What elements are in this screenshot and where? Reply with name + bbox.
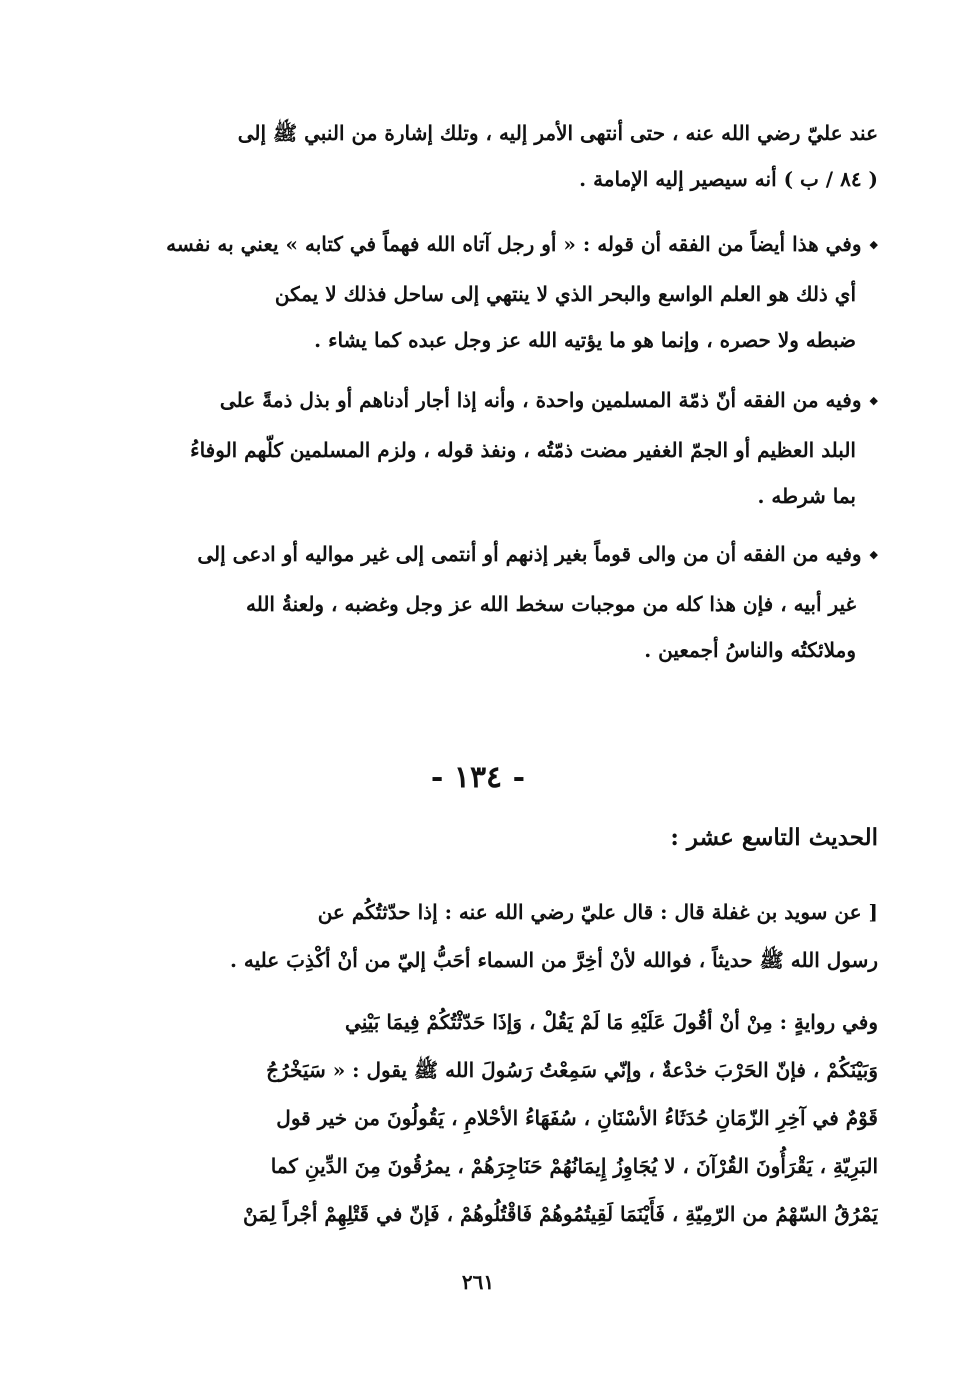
bullet-paragraph-understanding <box>138 221 878 363</box>
hadith-text <box>138 888 878 984</box>
bullet-paragraph-protection <box>138 377 878 519</box>
hadith-heading: الحديث التاسع عشر : <box>670 824 878 851</box>
text-line: قَوْمٌ في آخِرِ الزّمَانِ حُدَثَاءُ الأسْنَانِ ، سُفَهَاءُ الأحْلامِ ، يَقُولُونَ من خير قول <box>276 1106 878 1130</box>
text-line: البَرِيّةِ ، يَقْرَأُونَ القُرْآنَ ، لا يُجَاوِزُ إِيمَانُهُمْ حَنَاجِرَهُمْ ، يمرُقُونَ مِنَ الدِّينِ كما <box>270 1154 878 1178</box>
text-line: رسول الله ﷺ حديثاً ، فوالله لأنْ أخِرَّ من السماء أحَبُّ إليّ من أنْ أكْذِبَ عليه . <box>229 948 878 972</box>
text-line: ◆ وفيه من الفقه أن من والى قوماً بغير إذنهم أو أنتمى إلى غير مواليه أو ادعى إلى <box>138 531 878 581</box>
text-line: وَبَيْنَكُمْ ، فإنّ الحَرْبَ خدْعةٌ ، وإنّي سَمِعْتُ رَسُولَ الله ﷺ يقول : « سَيَخْرُجُ <box>266 1058 878 1082</box>
section-number: - ١٣٤ - <box>430 760 526 795</box>
text-line: أي ذلك هو العلم الواسع والبحر الذي لا ينتهي إلى ساحل فذلك لا يمكن <box>274 282 856 306</box>
text-line: وملائكتُه والناسُ أجمعين . <box>644 638 856 662</box>
text-line: عند عليّ رضي الله عنه ، حتى أنتهى الأمر إليه ، وتلك إشارة من النبي ﷺ إلى <box>237 121 878 145</box>
paragraph-continuation <box>138 110 878 202</box>
text-line: ◆ وفيه من الفقه أنّ ذمّة المسلمين واحدة ، وأنه إذا أجار أدناهم أو بذل ذمةً على <box>138 377 878 427</box>
text-line: يَمْرُقُ السّهْمُ من الرّمِيّةِ ، فَأَيْنَمَا لَقِيتُمُوهُمْ فَاقْتُلُوهُمْ ، فَإنّ في قَتْلِهِمْ أجْراً لِمَنْ <box>243 1202 878 1226</box>
hadith-narration <box>138 998 878 1238</box>
text-line: ◆ وفي هذا أيضاً من الفقه أن قوله : « أو رجل آتاه الله فهماً في كتابه » يعني به نفسه <box>138 221 878 271</box>
text-line: ضبطه ولا حصره ، وإنما هو ما يؤتيه الله عز وجل عبده كما يشاء . <box>314 328 856 352</box>
text-line: البلد العظيم أو الجمّ الغفير مضت ذمّتُه ، ونفذ قوله ، ولزم المسلمين كلّهم الوفاءُ <box>190 438 856 462</box>
bullet-paragraph-allegiance <box>138 531 878 673</box>
text-line: بما شرطه . <box>757 484 856 508</box>
text-line: [ عن سويد بن غفلة قال : قال عليّ رضي الله عنه : إذا حدّثتُكُم عن <box>317 900 878 924</box>
text-line: غير أبيه ، فإن هذا كله من موجبات سخط الله عز وجل وغضبه ، ولعنةُ الله <box>245 592 856 616</box>
page-number: ٢٦١ <box>461 1270 495 1294</box>
text-line: ( ٨٤ / ب ) أنه سيصير إليه الإمامة . <box>579 167 878 191</box>
text-line: وفي روايةٍ : مِنْ أنْ أقُولَ عَلَيْهِ مَا لَمْ يَقُلْ ، وَإذَا حَدّثْتُكُمْ فِيمَا بَيْنِي <box>345 1010 878 1034</box>
